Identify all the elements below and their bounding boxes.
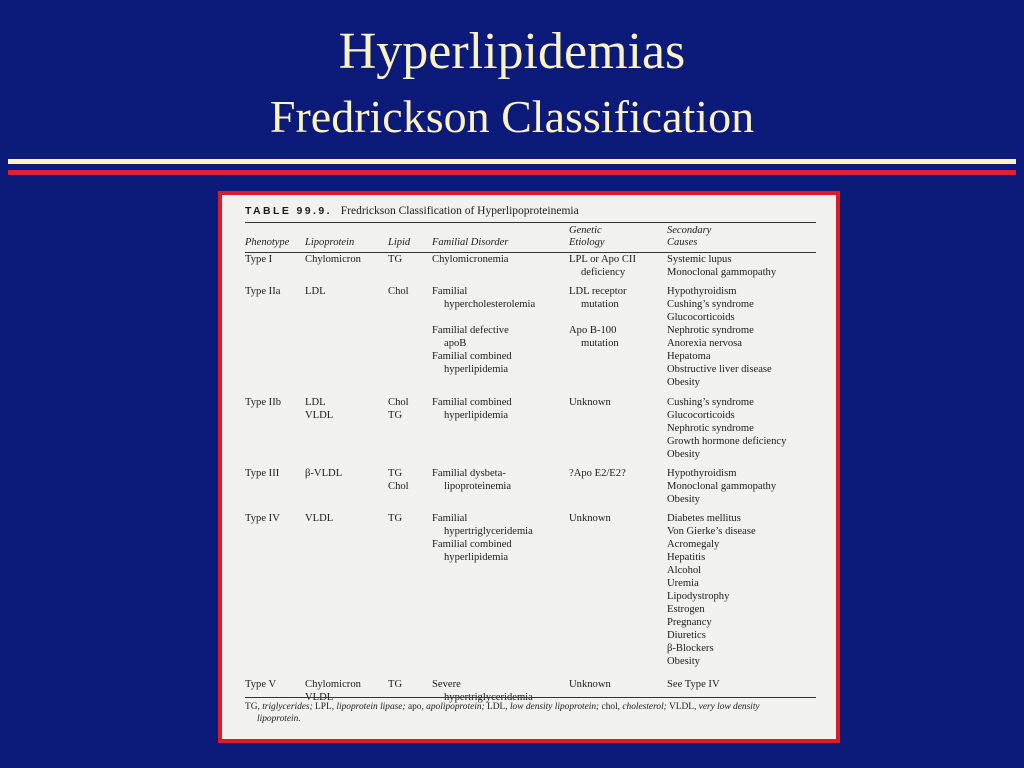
- cell-lipoprotein-line: VLDL: [305, 410, 334, 421]
- header-lipid: Lipid: [388, 237, 411, 248]
- cell-lipid-line: TG: [388, 410, 403, 421]
- footnote-part: LPL,: [312, 702, 337, 712]
- footnote-part: lipoprotein.: [257, 714, 301, 724]
- cell-lipoprotein-line: VLDL: [305, 692, 334, 703]
- table-header-row: [245, 223, 816, 250]
- cell-secondary-causes-line: Monoclonal gammopathy: [667, 267, 777, 278]
- cell-secondary-causes-line: Glucocorticoids: [667, 410, 735, 421]
- cell-phenotype: Type V: [245, 679, 277, 690]
- cell-genetic-etiology: [569, 253, 667, 285]
- cell-phenotype: Type IV: [245, 513, 280, 524]
- cell-familial-disorder-line: [432, 311, 569, 324]
- cell-genetic-etiology-line: deficiency: [581, 267, 626, 278]
- table-caption: [245, 204, 816, 218]
- cell-secondary-causes-line: Obesity: [667, 449, 700, 460]
- cell-lipid-line: TG: [388, 513, 403, 524]
- cell-secondary-causes-line: Obesity: [667, 377, 700, 388]
- cell-lipoprotein: [305, 396, 388, 467]
- table-body: [245, 253, 816, 710]
- cell-lipoprotein-line: VLDL: [305, 513, 334, 524]
- cell-lipoprotein-line: LDL: [305, 286, 326, 297]
- cell-genetic-etiology-line: Unknown: [569, 397, 611, 408]
- cell-lipoprotein-line: Chylomicron: [305, 254, 361, 265]
- slide-title: Hyperlipidemias: [338, 23, 686, 80]
- cell-lipid: [388, 467, 432, 512]
- cell-secondary-causes-line: Diabetes mellitus: [667, 513, 741, 524]
- table-row: [245, 467, 816, 512]
- footnote-part: low density lipoprotein;: [509, 702, 600, 712]
- cell-lipid: [388, 396, 432, 467]
- table-row: [245, 253, 816, 285]
- footnote-part: lipoprotein lipase;: [336, 702, 406, 712]
- cell-lipoprotein-line: LDL: [305, 397, 326, 408]
- footnote-part: apolipoprotein;: [426, 702, 485, 712]
- cell-genetic-etiology-line: Apo B-100: [569, 325, 617, 336]
- cell-secondary-causes-line: Obstructive liver disease: [667, 364, 772, 375]
- cell-secondary-causes: [667, 467, 816, 512]
- cell-phenotype: Type I: [245, 254, 273, 265]
- cell-genetic-etiology-line: mutation: [581, 338, 619, 349]
- footnote-part: VLDL,: [666, 702, 699, 712]
- cell-familial-disorder-line: Familial combined: [432, 351, 512, 362]
- cell-genetic-etiology-line: mutation: [581, 299, 619, 310]
- cell-secondary-causes: [667, 396, 816, 467]
- cell-genetic-etiology-line: LDL receptor: [569, 286, 627, 297]
- cell-secondary-causes-line: Hypothyroidism: [667, 286, 737, 297]
- cell-phenotype: Type IIa: [245, 286, 281, 297]
- footnote-part: very low density: [698, 702, 760, 712]
- cell-secondary-causes-line: Growth hormone deficiency: [667, 436, 787, 447]
- cell-secondary-causes-line: Obesity: [667, 494, 700, 505]
- footnote-part: chol,: [599, 702, 623, 712]
- cell-lipid-line: TG: [388, 679, 403, 690]
- cell-lipid-line: Chol: [388, 397, 409, 408]
- fredrickson-table: [245, 223, 816, 710]
- header-genetic-etiology-2: Etiology: [569, 237, 605, 248]
- cell-secondary-causes-line: Pregnancy: [667, 617, 712, 628]
- cell-secondary-causes-line: Estrogen: [667, 604, 705, 615]
- cell-secondary-causes-line: Glucocorticoids: [667, 312, 735, 323]
- cell-familial-disorder-line: Familial dysbeta-: [432, 468, 506, 479]
- cell-familial-disorder-line: hypercholesterolemia: [444, 299, 536, 310]
- cell-secondary-causes-line: Anorexia nervosa: [667, 338, 743, 349]
- cell-lipid: [388, 253, 432, 285]
- cell-secondary-causes-line: Hepatoma: [667, 351, 711, 362]
- footnote-part: TG,: [245, 702, 263, 712]
- cell-familial-disorder: [432, 512, 569, 678]
- cell-secondary-causes-line: Alcohol: [667, 565, 702, 576]
- cell-lipoprotein-line: β-VLDL: [305, 468, 343, 479]
- cell-secondary-causes-line: Systemic lupus: [667, 254, 732, 265]
- cell-genetic-etiology: [569, 285, 667, 396]
- cell-secondary-causes: [667, 253, 816, 285]
- cell-secondary-causes-line: Von Gierke’s disease: [667, 526, 756, 537]
- cell-genetic-etiology: [569, 512, 667, 678]
- cell-lipoprotein: [305, 512, 388, 678]
- footnote-part: apo,: [405, 702, 427, 712]
- cell-genetic-etiology: [569, 396, 667, 467]
- cell-genetic-etiology-line: ?Apo E2/E2?: [569, 468, 626, 479]
- table-scan: [222, 195, 836, 739]
- table-row: [245, 285, 816, 396]
- header-familial-disorder: Familial Disorder: [432, 237, 509, 248]
- cell-familial-disorder: [432, 467, 569, 512]
- cell-genetic-etiology-line: LPL or Apo CII: [569, 254, 636, 265]
- cell-lipid: [388, 512, 432, 678]
- cell-secondary-causes-line: Monoclonal gammopathy: [667, 481, 777, 492]
- footnote-rule: [245, 697, 816, 698]
- table-footnote: [245, 697, 816, 725]
- header-secondary-causes-1: Secondary: [667, 225, 712, 236]
- cell-familial-disorder-line: hyperlipidemia: [444, 552, 509, 563]
- cell-phenotype: Type IIb: [245, 397, 282, 408]
- cell-familial-disorder-line: Familial defective: [432, 325, 509, 336]
- cell-genetic-etiology-line: Unknown: [569, 513, 611, 524]
- header-genetic-etiology-1: Genetic: [569, 225, 602, 236]
- cell-genetic-etiology-line: Unknown: [569, 679, 611, 690]
- table-label: TABLE 99.9.: [245, 205, 332, 217]
- cell-familial-disorder-line: Familial combined: [432, 397, 512, 408]
- cell-secondary-causes-line: Lipodystrophy: [667, 591, 730, 602]
- cell-secondary-causes-line: Diuretics: [667, 630, 706, 641]
- cell-familial-disorder-line: Familial: [432, 286, 468, 297]
- header-genetic-etiology: [569, 223, 667, 250]
- table-caption-text: Fredrickson Classification of Hyperlipoproteinemia: [340, 205, 579, 217]
- cell-lipid-line: TG: [388, 468, 403, 479]
- footnote-part: LDL,: [484, 702, 510, 712]
- cell-secondary-causes-line: Uremia: [667, 578, 699, 589]
- cell-secondary-causes-line: Obesity: [667, 656, 700, 667]
- cell-familial-disorder: [432, 396, 569, 467]
- cell-phenotype: Type III: [245, 468, 280, 479]
- cell-familial-disorder-line: Familial: [432, 513, 468, 524]
- footnote-part: cholesterol;: [622, 702, 667, 712]
- cell-familial-disorder-line: hyperlipidemia: [444, 410, 509, 421]
- header-lipoprotein: Lipoprotein: [305, 237, 355, 248]
- header-secondary-causes: [667, 223, 816, 250]
- divider-cream: [8, 159, 1016, 164]
- cell-secondary-causes-line: Hypothyroidism: [667, 468, 737, 479]
- cell-secondary-causes-line: Nephrotic syndrome: [667, 423, 754, 434]
- cell-familial-disorder-line: Severe: [432, 679, 461, 690]
- cell-secondary-causes-line: Cushing’s syndrome: [667, 299, 754, 310]
- cell-secondary-causes-line: Nephrotic syndrome: [667, 325, 754, 336]
- cell-familial-disorder-line: Chylomicronemia: [432, 254, 509, 265]
- cell-familial-disorder-line: hyperlipidemia: [444, 364, 509, 375]
- footnote-part: triglycerides;: [262, 702, 313, 712]
- divider-red: [8, 170, 1016, 175]
- cell-familial-disorder-line: hypertriglyceridemia: [444, 692, 533, 703]
- slide-subtitle: Fredrickson Classification: [269, 91, 755, 142]
- cell-familial-disorder: [432, 253, 569, 285]
- cell-lipoprotein-line: Chylomicron: [305, 679, 361, 690]
- table-row: [245, 512, 816, 678]
- cell-familial-disorder-line: apoB: [444, 338, 467, 349]
- cell-lipoprotein: [305, 467, 388, 512]
- cell-secondary-causes: [667, 285, 816, 396]
- cell-secondary-causes-line: β-Blockers: [667, 643, 714, 654]
- cell-secondary-causes-line: Cushing’s syndrome: [667, 397, 754, 408]
- cell-lipid-line: Chol: [388, 286, 409, 297]
- cell-lipoprotein: [305, 285, 388, 396]
- cell-genetic-etiology-line: [569, 311, 667, 324]
- cell-familial-disorder: [432, 285, 569, 396]
- header-phenotype: Phenotype: [245, 237, 290, 248]
- table-row: [245, 396, 816, 467]
- cell-secondary-causes: [667, 512, 816, 678]
- cell-lipoprotein: [305, 253, 388, 285]
- cell-lipid-line: Chol: [388, 481, 409, 492]
- cell-secondary-causes-line: See Type IV: [667, 679, 720, 690]
- table-image-frame: [218, 191, 840, 743]
- cell-familial-disorder-line: Familial combined: [432, 539, 512, 550]
- header-secondary-causes-2: Causes: [667, 237, 698, 248]
- cell-lipid: [388, 285, 432, 396]
- cell-secondary-causes-line: Hepatitis: [667, 552, 706, 563]
- cell-lipid-line: TG: [388, 254, 403, 265]
- cell-genetic-etiology: [569, 467, 667, 512]
- cell-familial-disorder-line: lipoproteinemia: [444, 481, 512, 492]
- cell-secondary-causes-line: Acromegaly: [667, 539, 720, 550]
- cell-familial-disorder-line: hypertriglyceridemia: [444, 526, 533, 537]
